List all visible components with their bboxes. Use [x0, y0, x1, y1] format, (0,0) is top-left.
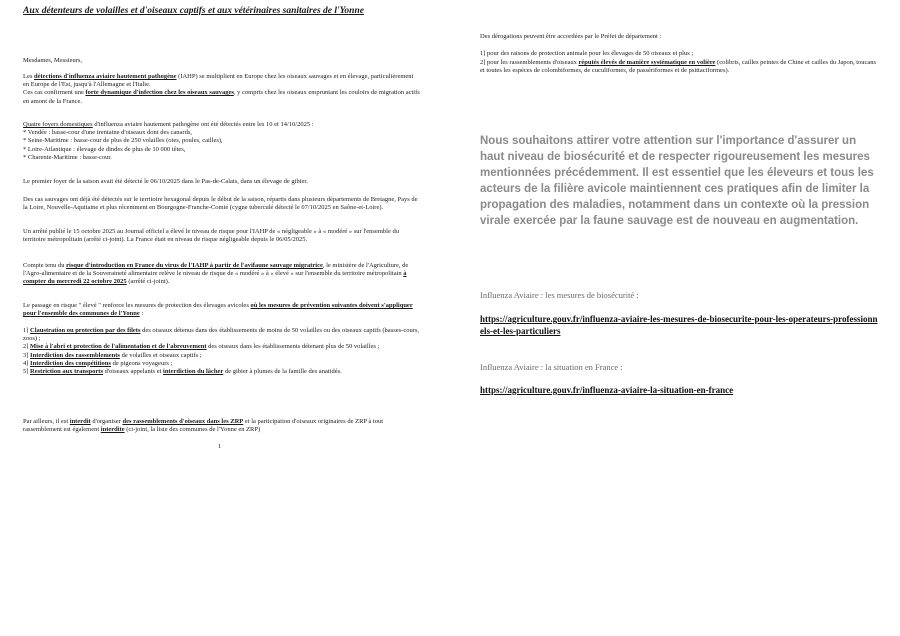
- link-biosecurite[interactable]: https://agriculture.gouv.fr/influenza-aviaire-les-mesures-de-biosecurite-pour-les-operateurs-professionnels-et-les-particuliers: [480, 314, 878, 336]
- list-item: 2] Mise à l'abri et protection de l'alimentation et de l'abreuvement des oiseaux dans les établissements détenant plus de 50 volailles ;: [23, 343, 380, 351]
- paragraph-risque: Compte tenu du risque d'introduction en France du virus de l'IAHP à partir de l'avifaune sauvage migratrice, le ministère de l'Agriculture, de l'Agro-alimentaire et de la Souveraineté alimentaire relève le niveau de risque de « modéré » à « élevé » sur l'ensemble du territoire métropolitain à compter du mercredi 22 octobre 2025 (arrêté ci-joint).: [23, 262, 409, 286]
- measures-list: [23, 327, 421, 376]
- list-item: * Loire-Atlantique : élevage de dindes de plus de 10 000 têtes,: [23, 145, 186, 153]
- right-page: [450, 0, 900, 636]
- link-label-biosecurite: Influenza Aviaire : les mesures de biosécurité :: [480, 290, 639, 300]
- list-item: * Charente-Maritime : basse-cour.: [23, 153, 112, 161]
- page-number: 1: [218, 443, 222, 450]
- derogation-item: 1] pour des raisons de protection animale pour les élevages de 50 oiseaux et plus ;: [480, 50, 694, 57]
- list-item: 3] Interdiction des rassemblements de volailles et oiseaux captifs ;: [23, 351, 202, 359]
- list-item: * Vendée : basse-cour d'une trentaine d'oiseaux dont des canards,: [23, 129, 192, 137]
- derogation-item: 2] pour les rassemblements d'oiseaux réputés élevés de manière systématique en volière (colibris, cailles peintes de Chine et cailles du Japon, toucans et toutes les espèces de colombiformes, de cuculiformes, de passériformes et de psittaciformes).: [480, 59, 877, 75]
- salutation: Mesdames, Messieurs,: [23, 57, 83, 64]
- list-item: 5] Restriction aux transports d'oiseaux appelants et interdiction du lâcher de gibier à plumes de la famille des anatidés.: [23, 368, 342, 376]
- paragraph-cas-sauvages: Des cas sauvages ont déjà été détectés sur le territoire hexagonal depuis le début de la saison, répartis dans plusieurs départements de Bretagne, Pays de la Loire, Nouvelle-Aquitaine et plus récemment en Bourgogne-Franche-Comté (cygne tuberculé détecté le 07/10/2025 en Saône-et-Loire).: [23, 196, 418, 212]
- paragraph-foyers: Quatre foyers domestiques d'influenza aviaire hautement pathogène ont été détectés entre les 10 et 14/10/2025 : * Vendée : basse-cour d'une trentaine d'oiseaux dont des canards, * Seine-Maritime : basse-cour de plus de 250 volailles (oies, poules, cailles), * Loire-Atlantique : élevage de dindes de plus de 10 000 têtes, * Charente-Maritime : basse-cour.: [23, 121, 421, 162]
- link-situation[interactable]: https://agriculture.gouv.fr/influenza-aviaire-la-situation-en-france: [480, 385, 734, 395]
- paragraph-zrp: Par ailleurs, il est interdit d'organiser des rassemblements d'oiseaux dans les ZRP et la participation d'oiseaux originaires de ZRP à tout rassemblement est également interdite (ci-joint, la liste des communes de l'Yonne en ZRP): [23, 418, 384, 434]
- page-title: Aux détenteurs de volailles et d'oiseaux captifs et aux vétérinaires sanitaires de l'Yonne: [23, 6, 364, 16]
- list-item: * Seine-Maritime : basse-cour de plus de 250 volailles (oies, poules, cailles),: [23, 137, 223, 145]
- list-item: 1] Claustration ou protection par des filets des oiseaux détenus dans des établissements de moins de 50 volailles ou des oiseaux captifs (basses-cours, zoos) ;: [23, 327, 420, 343]
- biosecurity-highlight: Nous souhaitons attirer votre attention sur l'importance d'assurer un haut niveau de biosécurité et de respecter rigoureusement les mesures mentionnées précédemment. Il est essentiel que les éleveurs et tous les acteurs de la filière avicole maintiennent ces pratiques afin de limiter la propagation des maladies, notamment dans un contexte où la pression virale exercée par la faune sauvage est de nouveau en augmentation.: [480, 135, 874, 227]
- paragraph-premier-foyer: Le premier foyer de la saison avait été détecté le 06/10/2025 dans le Pas-de-Calais, dans un élevage de gibier.: [23, 178, 308, 185]
- paragraph-passage-risque: Le passage en risque " élevé " renforce les mesures de protection des élevages avicoles où les mesures de prévention suivantes doivent s'appliquer pour l'ensemble des communes de l'Yonne :: [23, 302, 413, 318]
- paragraph-arrete: Un arrêté publié le 15 octobre 2025 au Journal officiel a élevé le niveau de risque pour l'IAHP de « négligeable » à « modéré » sur l'ensemble du territoire métropolitain (arrêté ci-joint). La France était en niveau de risque négligeable depuis le 06/05/2025.: [23, 228, 399, 244]
- list-item: 4] Interdiction des compétitions de pigeons voyageurs ;: [23, 359, 173, 367]
- paragraph-detections: Les détections d'influenza aviaire hautement pathogène (IAHP) se multiplient en Europe chez les oiseaux sauvages et en élevage, particulièrement en Europe de l'Est, jusqu'à l'Allemagne et l'Italie. Ces cas confirment une forte dynamique d'infection chez les oiseaux sauvages, y compris chez les oiseaux empruntant les couloirs de migration actifs en amont de la France.: [23, 73, 420, 105]
- link-label-situation: Influenza Aviaire : la situation en France :: [480, 362, 623, 372]
- derogation-intro: Des dérogations peuvent être accordées par le Préfet de département :: [480, 33, 662, 40]
